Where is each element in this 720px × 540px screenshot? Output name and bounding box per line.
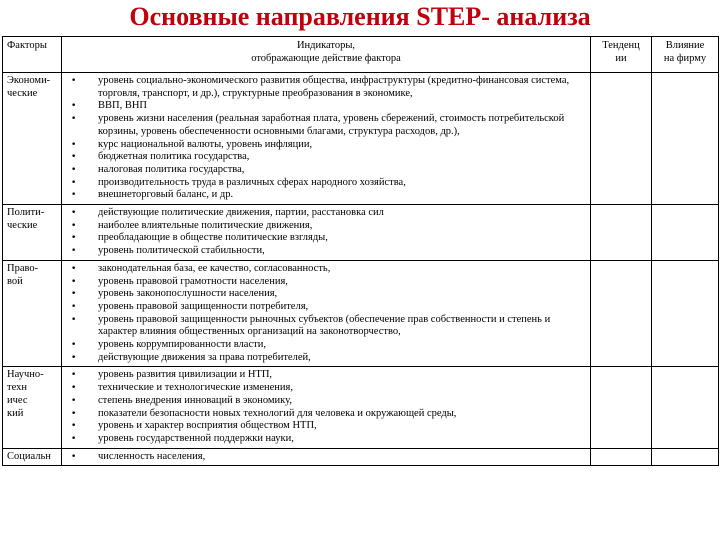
indicator-item: • уровень и характер восприятия обществом НТП, xyxy=(62,420,586,433)
header-influence: Влияние на фирму xyxy=(652,37,719,73)
indicators-cell xyxy=(62,367,591,448)
indicator-item: • производительность труда в различных сферах народного хозяйства, xyxy=(62,177,586,190)
indicator-item: • уровень правовой грамотности населения, xyxy=(62,276,586,289)
indicators-cell xyxy=(62,73,591,205)
trends-cell xyxy=(591,205,652,261)
indicator-item: • наиболее влиятельные политические движения, xyxy=(62,220,586,233)
table-body xyxy=(3,73,719,466)
factor-cell: Полити- ческие xyxy=(3,205,62,261)
indicator-item: • технические и технологические изменения, xyxy=(62,382,586,395)
indicators-cell xyxy=(62,205,591,261)
indicator-item: • уровень коррумпированности власти, xyxy=(62,339,586,352)
indicator-item: • ВВП, ВНП xyxy=(62,100,586,113)
table-row xyxy=(3,260,719,367)
indicator-item: • уровень законопослушности населения, xyxy=(62,288,586,301)
factor-cell: Право- вой xyxy=(3,260,62,367)
page-title: Основные направления STEP- анализа xyxy=(129,2,591,31)
indicator-list xyxy=(62,205,590,260)
step-analysis-table xyxy=(2,36,719,466)
influence-cell xyxy=(652,205,719,261)
indicator-list xyxy=(62,73,590,204)
factor-cell: Экономи- ческие xyxy=(3,73,62,205)
indicator-item: • бюджетная политика государства, xyxy=(62,151,586,164)
header-factors: Факторы xyxy=(3,37,62,73)
table-row xyxy=(3,205,719,261)
factor-cell: Социальн xyxy=(3,448,62,466)
influence-cell xyxy=(652,73,719,205)
indicator-item: • уровень правовой защищенности потребителя, xyxy=(62,301,586,314)
trends-cell xyxy=(591,367,652,448)
indicator-item: • численность населения, xyxy=(62,451,586,464)
indicator-item: • показатели безопасности новых технологий для человека и окружающей среды, xyxy=(62,408,586,421)
header-trends: Тенденц ии xyxy=(591,37,652,73)
trends-cell xyxy=(591,73,652,205)
indicator-list xyxy=(62,449,590,466)
indicator-item: • уровень жизни населения (реальная заработная плата, уровень сбережений, стоимость потребительской корзины, уровень обеспеченности основными благами, структура расходов, др.), xyxy=(62,113,586,138)
indicator-item: • законодательная база, ее качество, согласованность, xyxy=(62,263,586,276)
indicator-item: • курс национальной валюты, уровень инфляции, xyxy=(62,139,586,152)
indicator-item: • внешнеторговый баланс, и др. xyxy=(62,189,586,202)
trends-cell xyxy=(591,260,652,367)
header-indicators: Индикаторы, отображающие действие фактора xyxy=(62,37,591,73)
trends-cell xyxy=(591,448,652,466)
table-row xyxy=(3,448,719,466)
indicator-item: • уровень государственной поддержки науки, xyxy=(62,433,586,446)
indicator-item: • уровень правовой защищенности рыночных субъектов (обеспечение прав собственности и степень и характер влияния общественных организаций на законотворчество, xyxy=(62,314,586,339)
indicator-list xyxy=(62,367,590,447)
factor-cell: Научно- техн ичес кий xyxy=(3,367,62,448)
indicator-item: • уровень социально-экономического развития общества, инфраструктуры (кредитно-финансовая система, торговля, транспорт, и др.), структурные преобразования в экономике, xyxy=(62,75,586,100)
indicator-item: • уровень развития цивилизации и НТП, xyxy=(62,369,586,382)
indicator-item: • уровень политической стабильности, xyxy=(62,245,586,258)
table-row xyxy=(3,367,719,448)
indicator-item: • действующие движения за права потребителей, xyxy=(62,352,586,365)
indicator-item: • преобладающие в обществе политические взгляды, xyxy=(62,232,586,245)
indicator-item: • налоговая политика государства, xyxy=(62,164,586,177)
indicators-cell xyxy=(62,260,591,367)
table-row xyxy=(3,73,719,205)
influence-cell xyxy=(652,448,719,466)
indicator-item: • действующие политические движения, партии, расстановка сил xyxy=(62,207,586,220)
header-row xyxy=(3,37,719,73)
indicator-item: • степень внедрения инноваций в экономику, xyxy=(62,395,586,408)
influence-cell xyxy=(652,260,719,367)
indicators-cell xyxy=(62,448,591,466)
indicator-list xyxy=(62,261,590,367)
influence-cell xyxy=(652,367,719,448)
